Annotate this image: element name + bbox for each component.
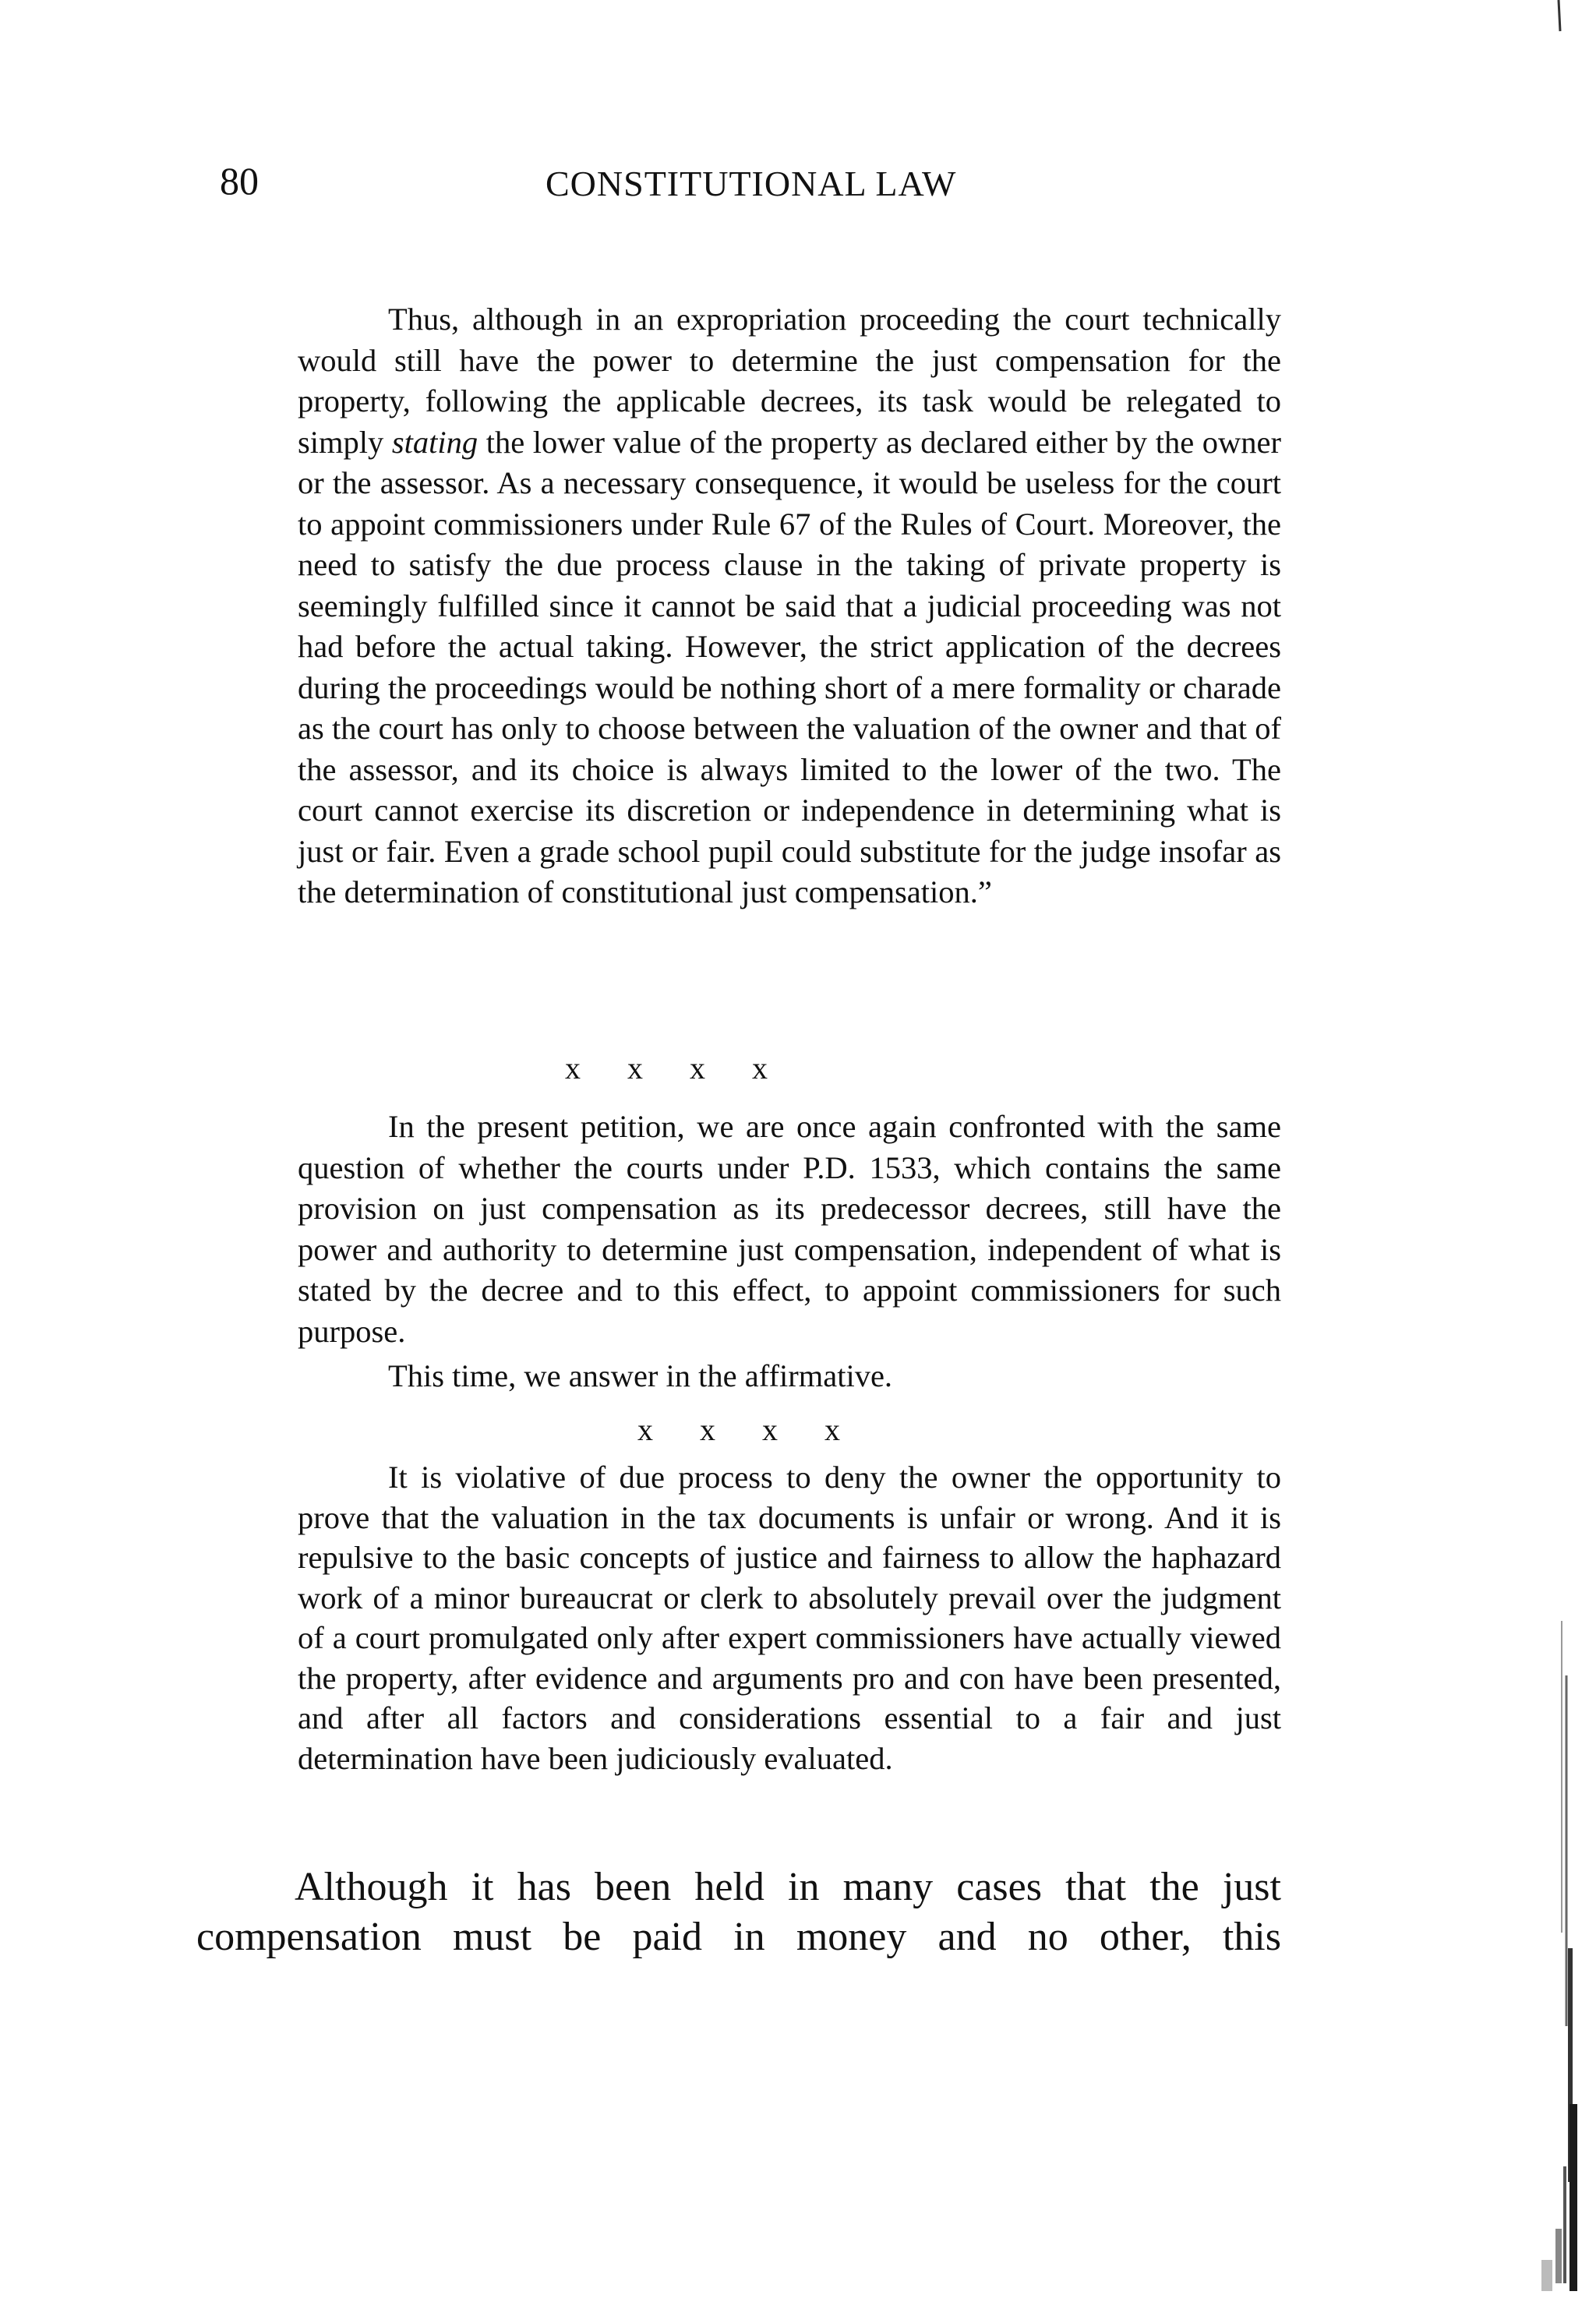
quote-paragraph-3-text: This time, we answer in the affirmative. [388,1358,893,1393]
page-number: 80 [220,159,259,203]
quote-italic-word: stating [391,424,478,460]
quote-paragraph-4 [298,1457,1281,1778]
scan-binding-edge [1425,0,1596,2309]
quote-paragraph-4-text: It is violative of due process to deny the owner the opportunity to prove that the valuation in the tax documents is unfair or wrong. And it is repulsive to the basic concepts of justice and fairness to allow the haphazard work of a minor bureaucrat or clerk to absolutely prevail over the judgment of a court promulgated only after expert commissioners have actually viewed the property, after evidence and arguments pro and con have been presented, and after all factors and considerations essential to a fair and just determination have been judiciously evaluated. [298,1460,1281,1776]
quote-text-after-italic: the lower value of the property as declared either by the owner or the assessor. As a necessary consequence, it would be useless for the court to appoint commissioners under Rule 67 of the Rules of Court. Moreover, the need to satisfy the due process clause in the taking of private property is seemingly fulfilled since it cannot be said that a judicial proceeding was not had before the actual taking. However, the strict application of the decrees during the proceedings would be nothing short of a mere formality or charade as the court has only to choose between the valuation of the owner and that of the assessor, and its choice is always limited to the lower of the two. The court cannot exercise its discretion or independence in determining what is just or fair. Even a grade school pupil could substitute for the judge insofar as the determination of constitutional just compensation.” [298,424,1281,909]
quote-paragraph-1-text [298,299,1281,913]
quote-text-before-italic: Thus, although in an expropriation proceeding the court technically would still have the power to determine the just compensation for the property, following the applicable decrees, its task would be relegated to simply [298,302,1281,460]
body-paragraph-text: Although it has been held in many cases that the just compensation must be paid in money and no other, this [196,1865,1281,1959]
section-separator-2: x x x x [637,1412,840,1447]
quote-paragraph-2 [298,1107,1281,1352]
section-separator-1: x x x x [565,1050,768,1086]
quote-paragraph-3 [298,1356,1281,1397]
body-paragraph [196,1862,1281,1962]
running-head: CONSTITUTIONAL LAW [546,164,957,203]
quote-paragraph-1 [298,299,1281,913]
quote-paragraph-2-text: In the present petition, we are once again confronted with the same question of whether the courts under P.D. 1533, which contains the same provision on just compensation as its predecessor decrees, still have the power and authority to determine just compensation, independent of what is stated by the decree and to this effect, to appoint commissioners for such purpose. [298,1109,1281,1349]
